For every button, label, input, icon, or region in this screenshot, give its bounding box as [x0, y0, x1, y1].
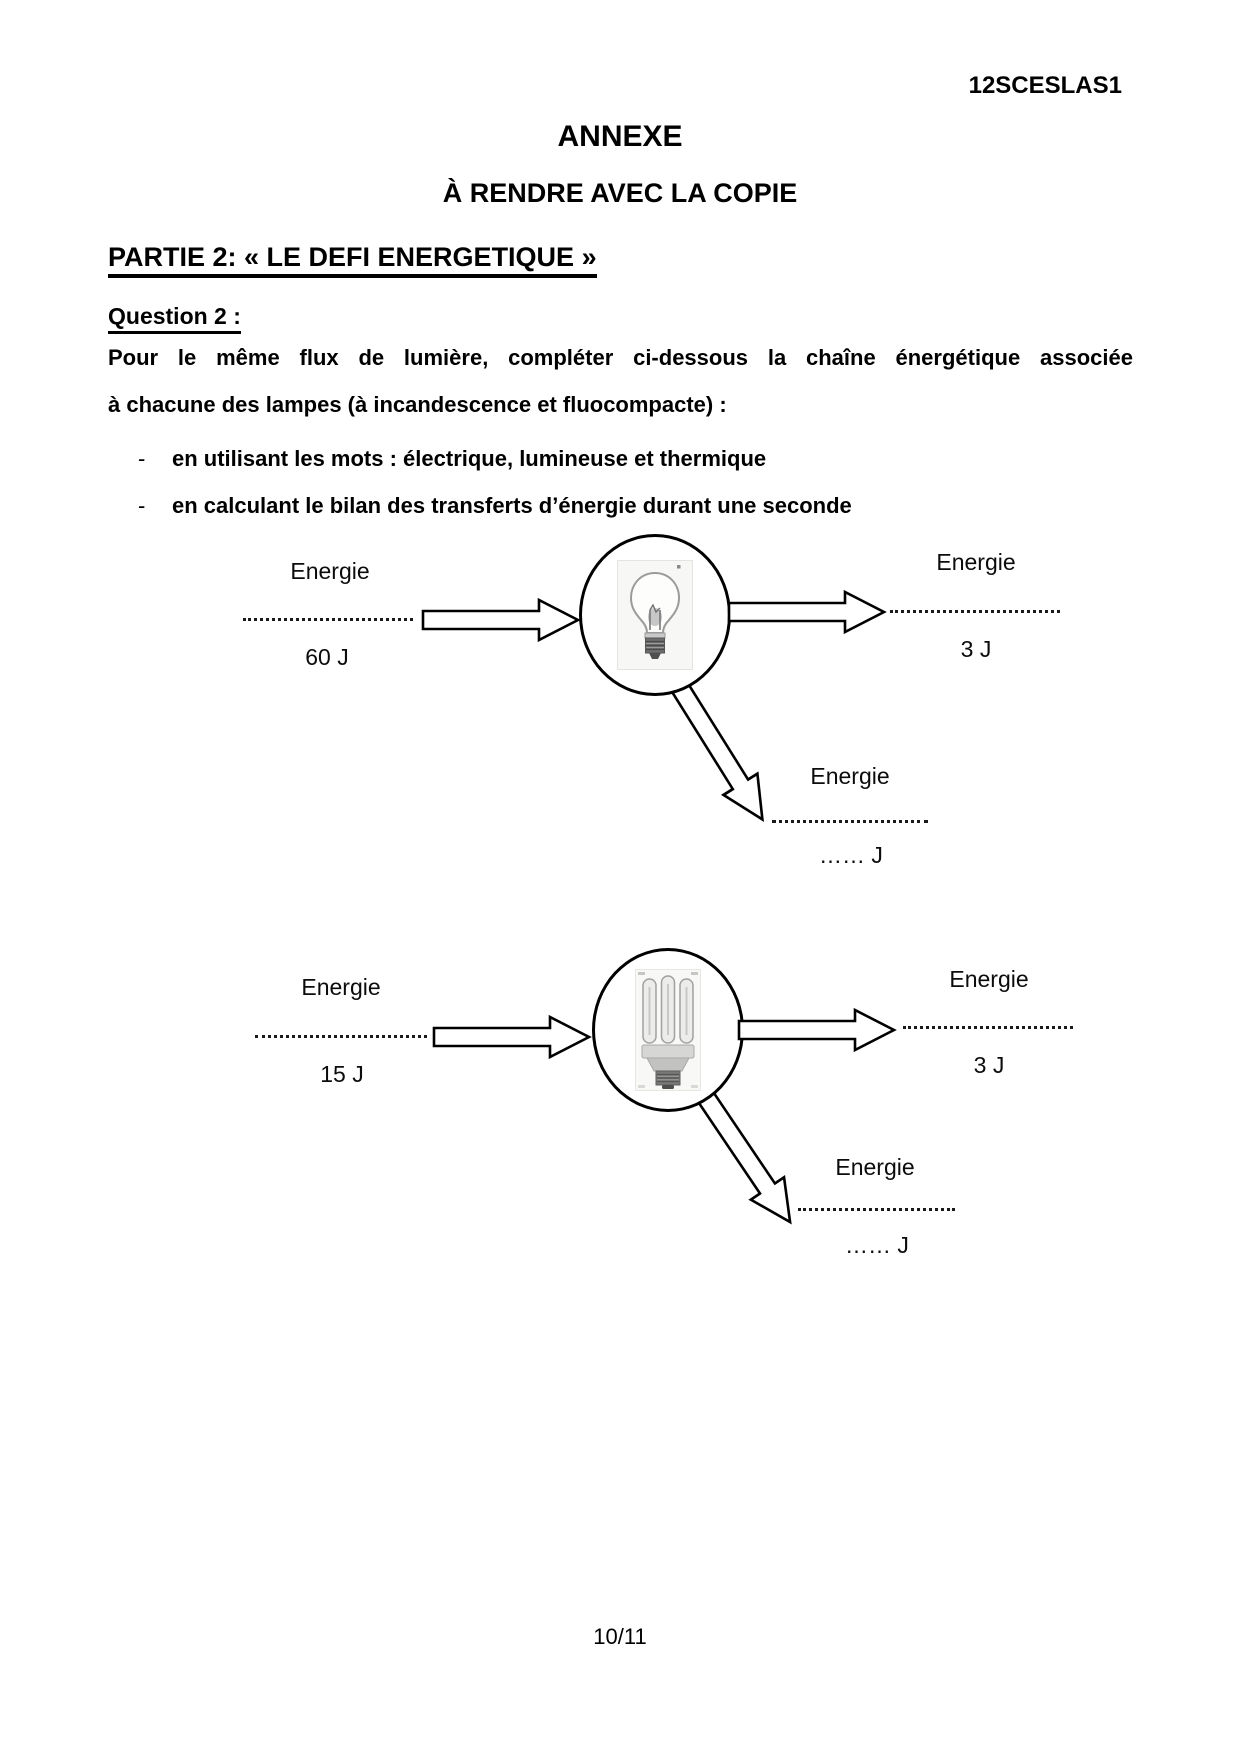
light-energy-value: 3 J: [960, 636, 992, 662]
bullet-dash: -: [138, 493, 146, 518]
input-energy-value: 60 J: [305, 644, 349, 670]
bullet-text: en calculant le bilan des transferts d’énergie durant une seconde: [172, 493, 852, 518]
page-number: 10/11: [593, 1624, 647, 1649]
intro-text-line-2: à chacune des lampes (à incandescence et fluocompacte) :: [108, 392, 727, 417]
light-energy-blank-line: [890, 610, 1060, 613]
incandescent-bulb-icon: [617, 560, 693, 670]
light-energy-value: 3 J: [973, 1052, 1005, 1078]
heat-energy-label: Energie: [810, 763, 890, 789]
heat-energy-blank-line: [798, 1208, 955, 1211]
bullet-item-balance: [138, 493, 852, 519]
cfl-bulb-icon: [635, 969, 701, 1091]
document-code: 12SCESLAS1: [968, 72, 1122, 99]
part-heading: PARTIE 2: « LE DEFI ENERGETIQUE »: [108, 242, 597, 278]
lamp-node-incandescent: [579, 534, 731, 696]
light-energy-blank-line: [903, 1026, 1073, 1029]
page-title: ANNEXE: [557, 120, 683, 153]
bullet-text: en utilisant les mots : électrique, lumineuse et thermique: [172, 446, 767, 471]
input-energy-label: Energie: [290, 558, 370, 584]
input-energy-value: 15 J: [320, 1061, 364, 1087]
heat-energy-value: …… J: [819, 842, 883, 868]
light-energy-label: Energie: [936, 549, 1016, 575]
bullet-item-words: [138, 446, 766, 472]
input-energy-blank-line: [243, 618, 413, 621]
input-arrow-icon: [421, 597, 581, 643]
input-energy-blank-line: [255, 1035, 427, 1038]
intro-text-line-1: Pour le même flux de lumière, compléter ci-dessous la chaîne énergétique associée: [108, 345, 1133, 370]
light-arrow-icon: [737, 1007, 897, 1053]
input-arrow-icon: [432, 1014, 592, 1060]
question-label: Question 2 :: [108, 303, 241, 334]
heat-energy-label: Energie: [835, 1154, 915, 1180]
input-energy-label: Energie: [301, 974, 381, 1000]
heat-energy-value: …… J: [845, 1232, 909, 1258]
light-energy-label: Energie: [949, 966, 1029, 992]
bullet-dash: -: [138, 446, 146, 471]
heat-energy-blank-line: [772, 820, 928, 823]
light-arrow-icon: [727, 589, 887, 635]
lamp-node-fluocompact: [592, 948, 744, 1112]
page-subtitle: À RENDRE AVEC LA COPIE: [442, 178, 798, 208]
